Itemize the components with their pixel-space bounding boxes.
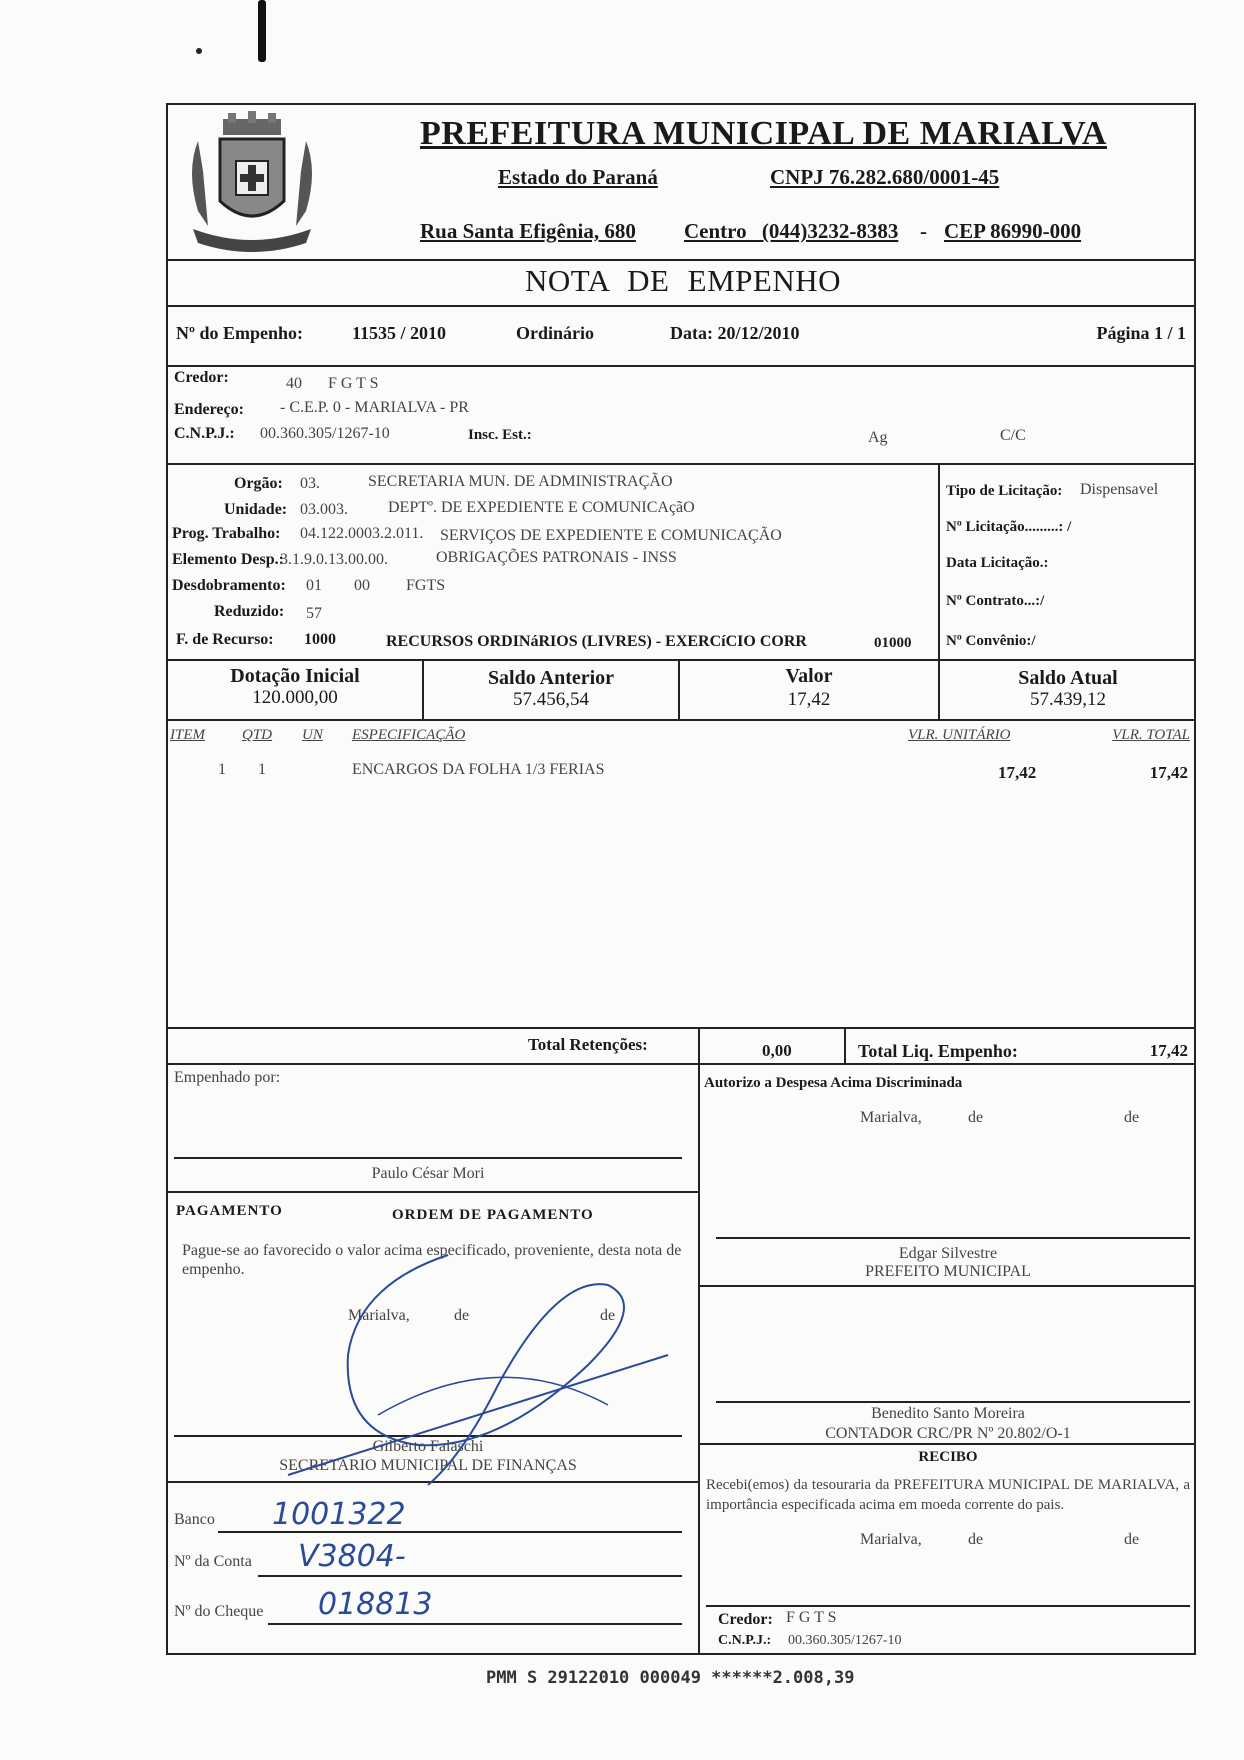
dash-separator: - bbox=[920, 219, 927, 243]
credor-name: F G T S bbox=[328, 375, 379, 392]
data-licitacao: Data Licitação.: bbox=[946, 555, 1049, 571]
cc-label: C/C bbox=[1000, 427, 1026, 444]
row-spec: ENCARGOS DA FOLHA 1/3 FERIAS bbox=[352, 761, 605, 778]
col-qtd: QTD bbox=[242, 727, 273, 743]
cep-header: CEP 86990-000 bbox=[944, 219, 1082, 243]
page-number: Página 1 / 1 bbox=[1096, 323, 1186, 343]
city-hall-title: PREFEITURA MUNICIPAL DE MARIALVA bbox=[420, 115, 1107, 152]
col-especificacao: ESPECIFICAÇÃO bbox=[352, 727, 466, 743]
tipo-licitacao-label: Tipo de Licitação: bbox=[946, 483, 1063, 499]
nota-de-empenho-form bbox=[166, 103, 1196, 1655]
credor-code: 40 bbox=[286, 375, 302, 392]
cheque-label: Nº do Cheque bbox=[174, 1603, 264, 1620]
prefeito-title: PREFEITO MUNICIPAL bbox=[865, 1263, 1031, 1280]
empenho-type: Ordinário bbox=[516, 323, 595, 343]
pagamento-de-1: de bbox=[454, 1307, 470, 1324]
recibo-credor: F G T S bbox=[786, 1609, 837, 1626]
scan-speck bbox=[196, 48, 202, 54]
valor-value: 17,42 bbox=[787, 689, 831, 710]
secretario-name: Gilberto Falaschi bbox=[372, 1438, 484, 1455]
recibo-cnpj-label: C.N.P.J.: bbox=[718, 1633, 772, 1648]
prog-trabalho-name: SERVIÇOS DE EXPEDIENTE E COMUNICAÇÃO bbox=[440, 527, 782, 544]
empenho-number-label: Nº do Empenho: bbox=[176, 323, 303, 343]
saldo-anterior-label: Saldo Anterior bbox=[487, 667, 615, 689]
recibo-marialva: Marialva, bbox=[860, 1531, 922, 1548]
pagamento-label: PAGAMENTO bbox=[176, 1203, 283, 1219]
recibo-text: Recebi(emos) da tesouraria da PREFEITURA MUNICIPAL DE MARIALVA, a importância especificada acima em moeda corrente do pais. bbox=[706, 1477, 1190, 1513]
empenhado-por-label: Empenhado por: bbox=[174, 1069, 281, 1086]
recibo-title: RECIBO bbox=[918, 1449, 978, 1465]
col-vlr-unitario: VLR. UNITÁRIO bbox=[908, 727, 1011, 743]
prog-trabalho-code: 04.122.0003.2.011. bbox=[300, 525, 424, 542]
recibo-de-1: de bbox=[968, 1531, 984, 1548]
credor-cnpj: 00.360.305/1267-10 bbox=[260, 425, 390, 442]
desdobramento-name: FGTS bbox=[406, 577, 446, 594]
saldo-anterior-value: 57.456,54 bbox=[513, 689, 589, 710]
orgao-label: Orgão: bbox=[234, 475, 283, 492]
numero-contrato: Nº Contrato...:/ bbox=[946, 593, 1045, 609]
banco-label: Banco bbox=[174, 1511, 215, 1528]
total-retencoes-value: 0,00 bbox=[762, 1041, 792, 1060]
recibo-credor-label: Credor: bbox=[718, 1611, 773, 1628]
orgao-code: 03. bbox=[300, 475, 320, 492]
recibo-de-2: de bbox=[1124, 1531, 1140, 1548]
address-label: Endereço: bbox=[174, 401, 244, 418]
autorizo-marialva: Marialva, bbox=[860, 1109, 922, 1126]
recurso-number: 01000 bbox=[874, 635, 912, 651]
col-vlr-total: VLR. TOTAL bbox=[1112, 727, 1190, 743]
recurso-name: RECURSOS ORDINáRIOS (LIVRES) - EXERCíCIO CORR bbox=[386, 633, 807, 650]
autorizo-de-2: de bbox=[1124, 1109, 1140, 1126]
recibo-cnpj: 00.360.305/1267-10 bbox=[788, 1633, 902, 1648]
unidade-label: Unidade: bbox=[224, 501, 288, 518]
prog-trabalho-label: Prog. Trabalho: bbox=[172, 525, 281, 542]
total-liquido-label: Total Liq. Empenho: bbox=[858, 1041, 1018, 1061]
autorizo-de-1: de bbox=[968, 1109, 984, 1126]
desdobramento-label: Desdobramento: bbox=[172, 577, 286, 594]
street-address: Rua Santa Efigênia, 680 bbox=[420, 219, 636, 243]
reduzido-label: Reduzido: bbox=[214, 603, 285, 620]
payment-stamp: PMM S 29122010 000049 ******2.008,39 bbox=[486, 1668, 855, 1688]
numero-licitacao: Nº Licitação.........: / bbox=[946, 519, 1072, 535]
pagamento-marialva: Marialva, bbox=[348, 1307, 410, 1324]
tipo-licitacao-value: Dispensavel bbox=[1080, 481, 1159, 498]
pagamento-de-2: de bbox=[600, 1307, 616, 1324]
valor-label: Valor bbox=[785, 665, 833, 687]
cnpj-header: CNPJ 76.282.680/0001-45 bbox=[770, 165, 1000, 189]
total-retencoes-label: Total Retenções: bbox=[528, 1035, 648, 1054]
secretario-title: SECRETARIO MUNICIPAL DE FINANÇAS bbox=[279, 1457, 577, 1474]
pagamento-text: Pague-se ao favorecido o valor acima especificado, proveniente, desta nota de empenho. bbox=[182, 1242, 682, 1278]
document-title: NOTA DE EMPENHO bbox=[524, 263, 842, 298]
conta-value: V3804- bbox=[298, 1539, 406, 1574]
row-total-value: 17,42 bbox=[1149, 763, 1188, 782]
total-liquido-value: 17,42 bbox=[1149, 1041, 1188, 1060]
elemento-label: Elemento Desp.: bbox=[172, 551, 284, 568]
dotacao-label: Dotação Inicial bbox=[230, 665, 360, 687]
state-name: Estado do Paraná bbox=[498, 165, 658, 189]
banco-value: 1001322 bbox=[272, 1497, 406, 1532]
contador-title: CONTADOR CRC/PR Nº 20.802/O-1 bbox=[825, 1425, 1071, 1442]
desdobramento-subcode: 00 bbox=[354, 577, 370, 594]
prefeito-name: Edgar Silvestre bbox=[898, 1245, 998, 1262]
conta-label: Nº da Conta bbox=[174, 1553, 252, 1570]
saldo-atual-label: Saldo Atual bbox=[1018, 667, 1118, 689]
reduzido-value: 57 bbox=[306, 605, 322, 622]
coat-of-arms-icon bbox=[178, 111, 326, 253]
credor-address: - C.E.P. 0 - MARIALVA - PR bbox=[280, 399, 469, 416]
col-un: UN bbox=[302, 727, 323, 743]
dotacao-value: 120.000,00 bbox=[252, 687, 338, 708]
autorizo-text: Autorizo a Despesa Acima Discriminada bbox=[704, 1075, 963, 1091]
insc-est-label: Insc. Est.: bbox=[468, 427, 532, 443]
saldo-atual-value: 57.439,12 bbox=[1030, 689, 1106, 710]
contador-name: Benedito Santo Moreira bbox=[871, 1405, 1025, 1422]
ordem-pagamento-label: ORDEM DE PAGAMENTO bbox=[392, 1207, 594, 1223]
recurso-label: F. de Recurso: bbox=[176, 631, 274, 648]
scan-mark bbox=[258, 0, 266, 62]
row-qtd: 1 bbox=[258, 761, 266, 778]
unidade-name: DEPTº. DE EXPEDIENTE E COMUNICAçãO bbox=[388, 499, 695, 516]
empenho-number: 11535 / 2010 bbox=[352, 323, 447, 343]
empenho-date: Data: 20/12/2010 bbox=[670, 323, 800, 343]
elemento-code: 3.1.9.0.13.00.00. bbox=[280, 551, 388, 568]
credor-label: Credor: bbox=[174, 369, 229, 386]
col-item: ITEM bbox=[170, 727, 205, 743]
row-unit-value: 17,42 bbox=[998, 763, 1037, 782]
recurso-code: 1000 bbox=[304, 631, 336, 648]
desdobramento-code: 01 bbox=[306, 577, 322, 594]
orgao-name: SECRETARIA MUN. DE ADMINISTRAÇÃO bbox=[368, 473, 673, 490]
cheque-value: 018813 bbox=[318, 1587, 433, 1622]
handwritten-signature bbox=[248, 1245, 688, 1495]
numero-convenio: Nº Convênio:/ bbox=[946, 633, 1036, 649]
empenhado-name: Paulo César Mori bbox=[371, 1165, 485, 1182]
credor-cnpj-label: C.N.P.J.: bbox=[174, 425, 235, 442]
unidade-code: 03.003. bbox=[300, 501, 348, 518]
district-phone: Centro (044)3232-8383 bbox=[684, 219, 899, 243]
row-item: 1 bbox=[218, 761, 226, 778]
ag-label: Ag bbox=[868, 429, 888, 446]
elemento-name: OBRIGAÇÕES PATRONAIS - INSS bbox=[436, 549, 677, 566]
